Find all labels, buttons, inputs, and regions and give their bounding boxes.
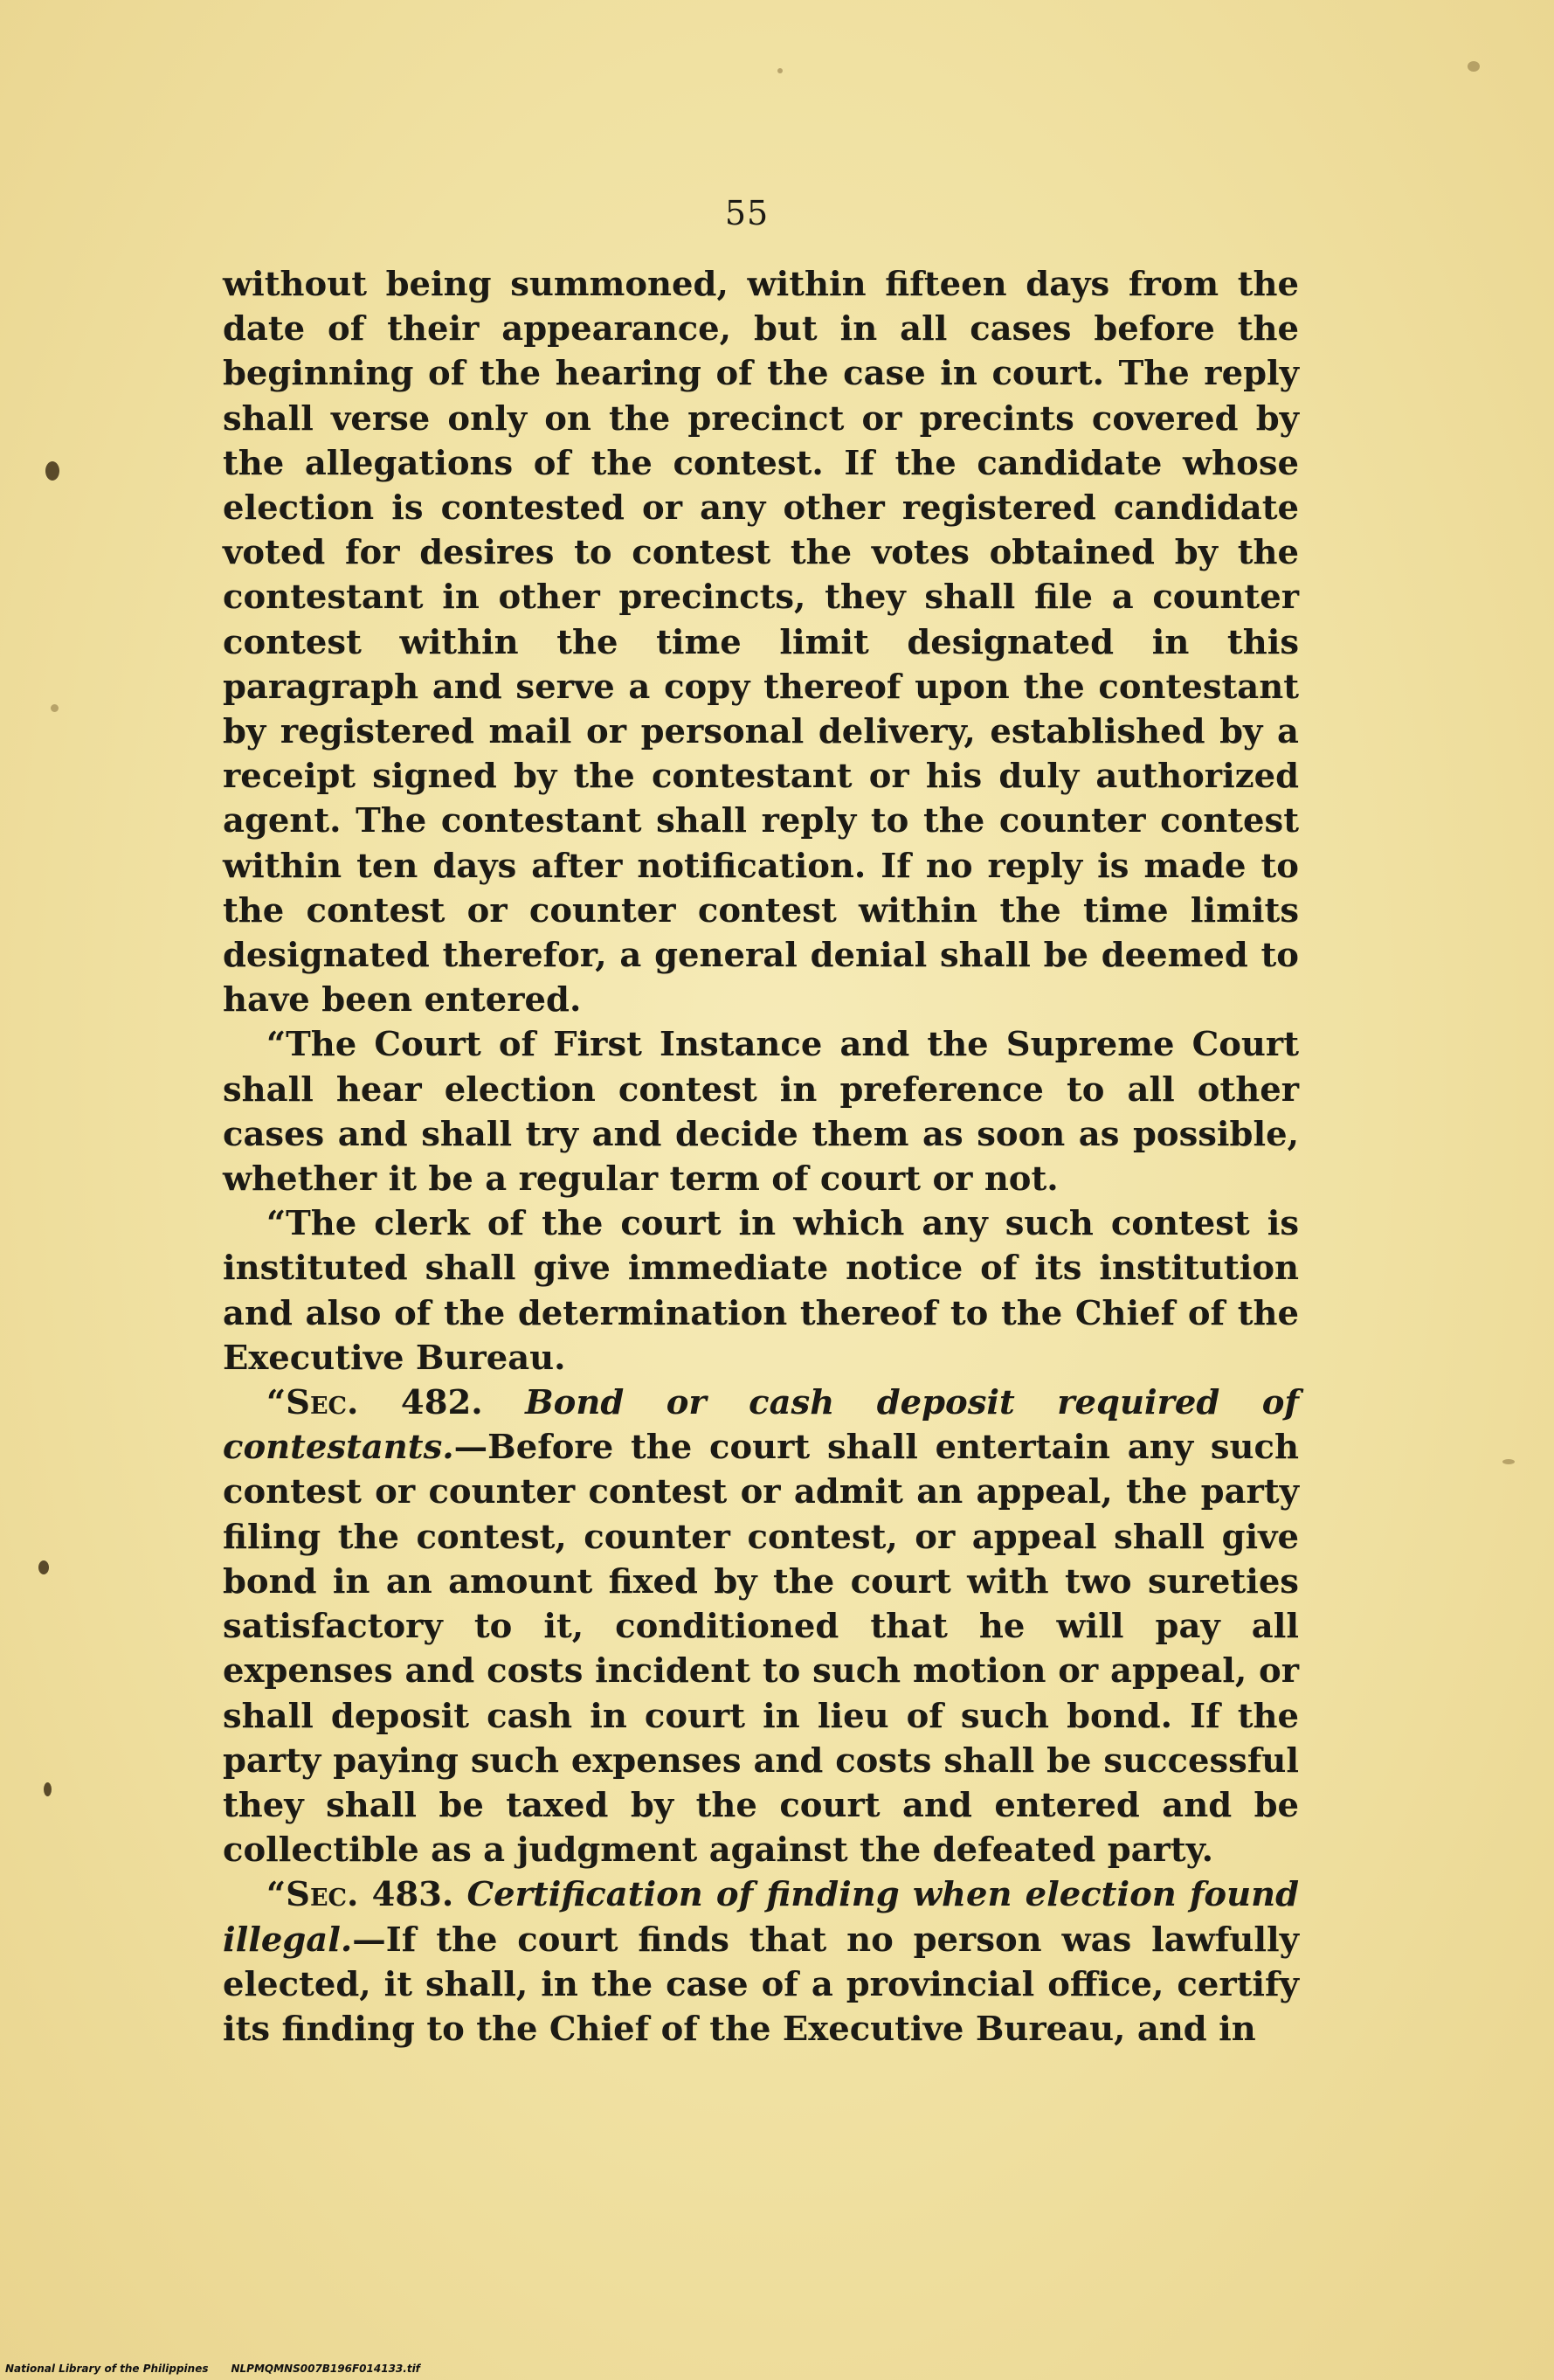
section-number: . 483. — [347, 1875, 454, 1915]
margin-mark — [44, 1782, 52, 1796]
margin-speck — [51, 704, 59, 712]
paragraph-1: without being summoned, within fifteen days from the date of their appearance, but in all cases before the beginning of the hearing of the case in court. The reply shall verse only on the precinct or precints covered by the allegations of the contest. If the candidate whose election is contested or any other registered candidate voted for desires to contest the votes obtained by the contestant in other precincts, they shall file a counter contest within the time limit designated in this paragraph and serve a copy thereof upon the contestant by registered mail or personal delivery, established by a receipt signed by the contestant or his duly authorized agent. The contestant shall reply to the counter contest within ten days after notification. If no reply is made to the contest or counter contest within the time limits designated therefor, a general denial shall be deemed to have been entered. — [223, 265, 1299, 1020]
quote-mark: “ — [266, 1875, 287, 1915]
section-heading: Certification of finding when election found illegal. — [223, 1875, 1300, 1960]
paragraph-3: “The clerk of the court in which any such contest is instituted shall give immediate notice of its institution and also of the determination thereof to the Chief of the Executive Bureau. — [223, 1204, 1299, 1378]
margin-mark — [45, 461, 59, 481]
paragraph-2: “The Court of First Instance and the Supreme Court shall hear election contest in preference to all other cases and shall try and decide them as soon as possible, whether it be a regular term of court or not. — [223, 1025, 1299, 1200]
library-credit: National Library of the Philippines — [5, 2363, 209, 2375]
margin-speck — [777, 68, 783, 73]
section-text: —If the court finds that no person was lawfully elected, it shall, in the case of a provincial office, certify its finding to the Chief of the Executive Bureau, and in — [223, 1920, 1299, 2049]
quote-mark: “ — [266, 1383, 287, 1423]
paragraph-sec-482 — [223, 1380, 1299, 1872]
margin-speck — [1502, 1459, 1515, 1464]
scan-footer — [5, 2363, 443, 2375]
page-number: 55 — [724, 194, 770, 232]
margin-speck — [1468, 61, 1480, 72]
section-heading: Bond or cash deposit required of contestants. — [223, 1383, 1299, 1468]
margin-mark — [38, 1560, 49, 1574]
file-identifier: NLPMQMNS007B196F014133.tif — [231, 2363, 420, 2375]
section-label: Sec — [286, 1383, 348, 1423]
section-label: Sec — [286, 1875, 348, 1915]
section-number: . 482. — [347, 1383, 483, 1423]
paragraph-sec-483 — [223, 1872, 1299, 2051]
section-text: —Before the court shall entertain any such contest or counter contest or admit an appeal, the party filing the contest, counter contest, or appeal shall give bond in an amount fixed by the court with two sureties satisfactory to it, conditioned that he will pay all expenses and costs incident to such motion or appeal, or shall deposit cash in court in lieu of such bond. If the party paying such expenses and costs shall be successful they shall be taxed by the court and entered and be collectible as a judgment against the defeated party. — [223, 1428, 1299, 1871]
body-text — [223, 262, 1299, 2051]
